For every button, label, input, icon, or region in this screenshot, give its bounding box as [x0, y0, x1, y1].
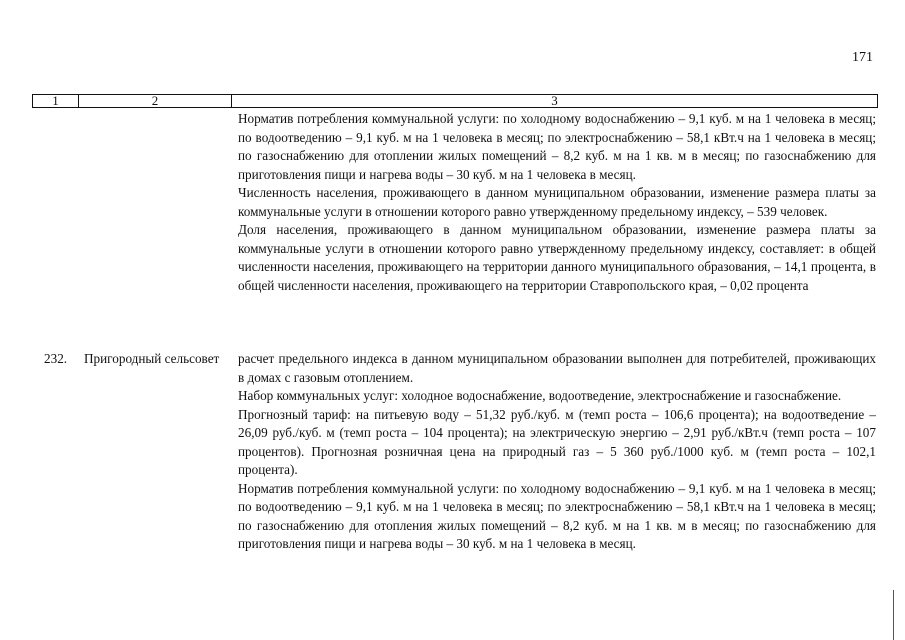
table-header-col-1: 1: [33, 95, 79, 107]
paragraph-population-count: Численность населения, проживающего в данном муниципальном образовании, изменение размера платы за коммунальные услуги в отношении которого равно утвержденному предельному индексу, – 539 человек.: [238, 185, 876, 219]
paragraph-consumption-norm: Норматив потребления коммунальной услуги: по холодному водоснабжению – 9,1 куб. м на 1 человека в месяц; по водоотведению – 9,1 куб. м на 1 человека в месяц; по электроснабжению – 58,1 кВт.ч на 1 человека в месяц; по газоснабжению для отоплении жилых помещений – 8,2 куб. м на 1 кв. м в месяц; по газоснабжению для приготовления пищи и нагрева воды – 30 куб. м на 1 человека в месяц.: [238, 111, 876, 182]
paragraph-consumption-norm-232: Норматив потребления коммунальной услуги: по холодному водоснабжению – 9,1 куб. м на 1 человека в месяц; по водоотведению – 9,1 куб. м на 1 человека в месяц; по электроснабжению – 58,1 кВт.ч на 1 человека в месяц; по газоснабжению для отопления жилых помещений – 8,2 куб. м на 1 кв. м в месяц; по газоснабжению для приготовления пищи и нагрева воды – 30 куб. м на 1 человека в месяц.: [238, 480, 876, 551]
table-header-row: [32, 94, 878, 108]
table-header-col-2: 2: [79, 95, 232, 107]
continuation-block: [238, 110, 876, 295]
row-232-details: [238, 350, 876, 554]
table-header-col-3: 3: [551, 93, 558, 108]
scan-edge-line: [893, 590, 894, 640]
paragraph-forecast-tariff: Прогнозный тариф: на питьевую воду – 51,32 руб./куб. м (темп роста – 106,6 процента); на водоотведение – 26,09 руб./куб. м (темп роста – 104 процента); на электрическую энергию – 2,91 руб./кВт.ч (темп роста – 107 процентов). Прогнозная розничная цена на природный газ – 5 360 руб./1000 куб. м (темп роста – 102,1 процента).: [238, 406, 876, 477]
paragraph-calculation-basis: расчет предельного индекса в данном муниципальном образовании выполнен для потребителей, проживающих в домах с газовым отоплением.: [238, 351, 876, 385]
paragraph-services-set: Набор коммунальных услуг: холодное водоснабжение, водоотведение, электроснабжение и газоснабжение.: [238, 388, 842, 403]
paragraph-population-share: Доля населения, проживающего в данном муниципальном образовании, изменение размера платы за коммунальные услуги в отношении которого равно утвержденному предельному индексу, составляет: в общей численности населения, проживающего на территории данного муниципального образования, – 14,1 процента, в общей численности населения, проживающего на территории Ставропольского края, – 0,02 процента: [238, 222, 876, 293]
page-number: 171: [852, 50, 873, 65]
municipality-name: Пригородный сельсовет: [84, 351, 220, 366]
row-number: 232.: [44, 351, 68, 366]
